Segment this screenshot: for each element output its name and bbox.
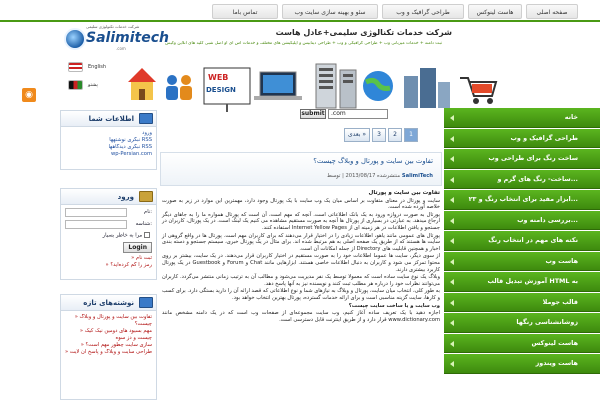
- recent-post-link[interactable]: » سازی سایت چطور مهم است؟: [80, 342, 152, 348]
- logo-wordmark: Salimitech: [86, 30, 169, 46]
- username-input[interactable]: [65, 208, 127, 217]
- afghan-flag-icon[interactable]: [68, 80, 83, 90]
- language-english[interactable]: English: [88, 64, 107, 70]
- arrow-left-icon: [450, 259, 454, 265]
- laptop-icon: [254, 72, 302, 100]
- arrow-left-icon: [450, 300, 454, 306]
- post-paragraph: از سوی دیگر، سایت ها عموما اطلاعات خود را به صورت مستقیم در اختیار کاربران قرار می‌دهند. در یک سایت، بیشتر بر روی محتوا تمرکز می شود و کاربران به دنبال اطلاعات خاصی هستند. ابزارهایی مانند Chat و Forum و Guestbook در یک پورتال کاربرد بیشتری دارند.: [162, 253, 440, 273]
- login-panel-title: ورود: [61, 189, 156, 205]
- info-link-posts-rss[interactable]: نبگری نوشتهها RSS: [109, 137, 152, 143]
- arrow-left-icon: [450, 115, 454, 121]
- info-panel-title: اطلاعات شما: [61, 111, 156, 127]
- password-label: شناسه:: [135, 221, 152, 227]
- post-paragraph: پورتال های عمومی مانند یاهو، اطلاعات زیادی را در اختیار قرار می‌دهند که برای کاربران مهم است. پورتال ها در واقع گروهی از سایت ها هستند که از طریق یک صفحه اصلی به هم مرتبط شده اند. برای مثال در یک پورتال خبری، سیستم جستجو و دسته بندی اخبار و همچنین قابلیت های Directory از جمله امکانات آن است.: [162, 232, 440, 252]
- us-flag-icon[interactable]: [68, 62, 83, 72]
- tab-seo[interactable]: سئو و بهینه سازی سایت وب: [282, 4, 378, 19]
- monitor-icon: [139, 113, 153, 124]
- site-tagline: ثبت دامنه + خدمات میزبانی وب + طراحی گرافیکی و وب + طراحی دیتابیس و اپلیکیشن های مختلف و خدمات اس ای او اصل شبی کلیه های انلاین وکیس: [165, 41, 442, 46]
- recent-posts-panel: [60, 294, 157, 400]
- nav-item-web-hosting[interactable]: هاست وب: [444, 252, 600, 272]
- login-panel: [60, 188, 157, 280]
- search-input[interactable]: .com: [328, 109, 388, 119]
- home-icon: [128, 68, 156, 100]
- lost-password-link[interactable]: » رمز را گم کرده‌اید؟: [105, 262, 152, 268]
- arrow-left-icon: [450, 156, 454, 162]
- svg-text:WEB: WEB: [208, 73, 229, 82]
- arrow-left-icon: [450, 279, 454, 285]
- info-link-comments-rss[interactable]: نبگری دیدگاهها RSS: [108, 144, 152, 150]
- language-switcher: [60, 60, 120, 108]
- nav-item-home[interactable]: خانه: [444, 108, 600, 128]
- nav-item-html-tutorial[interactable]: آموزش تبدیل قالب HTML به: [444, 272, 600, 292]
- info-panel: [60, 110, 157, 170]
- nav-item-color-tips[interactable]: نکته های مهم در انتخاب رنگ: [444, 231, 600, 251]
- post-paragraph: وبلاگ یک نوع سایت ساده است که معمولا توسط یک نفر مدیریت می‌شود و مطالب آن به ترتیب زمانی منتشر می‌گردد. کاربران می‌توانند نظرات خود را درباره هر مطلب ثبت کنند و نویسنده نیز به آنها پاسخ دهد.: [162, 274, 440, 287]
- tab-home[interactable]: صفحه اصلی: [526, 4, 578, 19]
- post-meta: منتشرشده 2013/08/17 | توسط SalimiTech: [327, 173, 433, 179]
- info-link-login[interactable]: ورود: [142, 130, 152, 136]
- password-input[interactable]: [65, 220, 127, 229]
- logo-domain: .com: [116, 46, 126, 51]
- arrow-left-icon: [450, 238, 454, 244]
- nav-item-color-psychology[interactable]: زوشانشناسی رنگها: [444, 313, 600, 333]
- people-icon: [166, 75, 192, 100]
- tab-contact[interactable]: تماس باما: [212, 4, 278, 19]
- tab-graphic-web-design[interactable]: طراحی گرافیک و وب: [382, 4, 464, 19]
- remember-me-checkbox[interactable]: [144, 232, 150, 238]
- tab-linux-hosting[interactable]: هاست لینوکس: [468, 4, 522, 19]
- site-logo[interactable]: [64, 24, 169, 54]
- post-paragraph: به طور کلی، انتخاب میان سایت، پورتال و وبلاگ به نیازهای شما و نوع اطلاعاتی که قصد ارائه آن را دارید بستگی دارد. برای کسب و کارها، سایت گزینه مناسبی است و برای ارائه خدمات گسترده، پورتال بهترین انتخاب خواهد بود.: [162, 288, 440, 301]
- nav-item-color-web-design[interactable]: ساخت رنگ برای طراحی وب: [444, 149, 600, 169]
- recent-posts-title: نوشته‌های تازه: [61, 295, 156, 311]
- post-title[interactable]: تفاوت بین سایت و پورتال و وبلاگ چیست؟: [313, 157, 433, 165]
- site-header: [0, 22, 600, 117]
- arrow-left-icon: [450, 320, 454, 326]
- nav-item-graphic-web-design[interactable]: طراحی گرافیک و وب: [444, 129, 600, 149]
- nav-item-color-tools[interactable]: ۲۳ ابزار مفید برای انتخاب رنگ و...: [444, 190, 600, 210]
- nav-item-linux-hosting[interactable]: هاست لینوکس: [444, 334, 600, 354]
- post-author-link[interactable]: SalimiTech: [401, 173, 433, 179]
- arrow-left-icon: [450, 197, 454, 203]
- pagination-current-page: 1: [404, 128, 418, 142]
- recent-post-link[interactable]: » طراحی سایت و وبلاگ و پاسخ آن لایت: [65, 349, 152, 355]
- arrow-left-icon: [450, 341, 454, 347]
- key-icon: [139, 191, 153, 202]
- category-navigation: [444, 108, 600, 375]
- register-link[interactable]: » ثبت نام: [131, 255, 152, 261]
- top-navigation: [0, 0, 600, 22]
- buildings-icon: [404, 68, 450, 108]
- main-content: [160, 108, 442, 400]
- recent-post-link[interactable]: » مهم بسیود های دومین نیک کیک چیست و دز سوه: [79, 328, 152, 341]
- pagination-next[interactable]: بعدی »: [344, 128, 370, 142]
- nav-item-domain-review[interactable]: بررسی دامنه وب...: [444, 211, 600, 231]
- nav-item-windows-hosting[interactable]: هاست ویندوز: [444, 354, 600, 374]
- site-title: شرکت خدمات تکنالوژی سلیمی+عادل هاست: [275, 28, 452, 37]
- logo-globe-icon: [64, 28, 86, 50]
- post-date: منتشرشده 2013/08/17: [345, 173, 401, 179]
- rss-icon[interactable]: ◉: [22, 88, 36, 102]
- remember-me-label: مرا به خاطر بسپار: [102, 232, 143, 239]
- arrow-left-icon: [450, 218, 454, 224]
- language-pashto[interactable]: پشتو: [88, 82, 98, 88]
- post-paragraph: اجازه دهید با یک تعریف ساده آغاز کنیم، وب سایت مجموعه‌ای از صفحات وب است که در یک دامنه مشخص مانند www.dictionary.com قرار دارد و از طریق اینترنت قابل دسترسی است.: [162, 310, 440, 323]
- nav-item-warm-colors[interactable]: ساخت- رنگ های گرم و...: [444, 170, 600, 190]
- globe-icon: [363, 71, 393, 101]
- post-body: [160, 190, 442, 400]
- post-header: [160, 152, 442, 186]
- recent-post-link[interactable]: » تفاوت بین سایت و پورتال و وبلاگ چیست؟: [74, 314, 152, 327]
- arrow-left-icon: [450, 177, 454, 183]
- username-label: نام:: [144, 209, 152, 215]
- post-paragraph: سایت و پورتال در معنای متفاوت بر اساس میان یک وب سایت با یک پورتال وجود دارد، مهمترین این موارد در زیر به صورت خلاصه آورده شده است.: [162, 197, 440, 211]
- post-subheading: وب سایت و یا ساخت سایت چیست؟: [348, 302, 440, 309]
- post-heading: تفاوت بین سایت و پورتال: [368, 190, 440, 196]
- nav-item-joomla-template[interactable]: قالب جوملا: [444, 293, 600, 313]
- login-button[interactable]: Login: [123, 242, 152, 253]
- pagination-page[interactable]: 3: [372, 128, 386, 142]
- document-icon: [139, 297, 153, 308]
- logo-caption: شرکت خدمات تکنولوژی سلیمی: [86, 24, 140, 29]
- pagination-page[interactable]: 2: [388, 128, 402, 142]
- web-design-icon: [204, 68, 250, 112]
- shopping-cart-icon: [460, 78, 496, 104]
- arrow-left-icon: [450, 361, 454, 367]
- info-link-wp-persian[interactable]: wp-Persian.com: [110, 151, 152, 157]
- post-paragraph: پورتال به صورت دروازه ورود به یک بانک اطلاعاتی است. آنچه که مهم است، آن است که پورتال همواره ما را به جاهای دیگر ارجاع میدهد. به عبارتی در بسیاری از پورتال ها آنچه به صورت مستقیم مشاهده می کنیم یک لینک است. در یک پورتال، کاربران در جستجو و یافتن اطلاعات در هر زمینه ای از Internet Yellow Pages استفاده کنند.: [162, 211, 440, 231]
- search-submit-button[interactable]: submit: [301, 110, 325, 117]
- arrow-left-icon: [450, 136, 454, 142]
- server-icon: [316, 64, 356, 108]
- svg-text:DESIGN: DESIGN: [206, 86, 236, 94]
